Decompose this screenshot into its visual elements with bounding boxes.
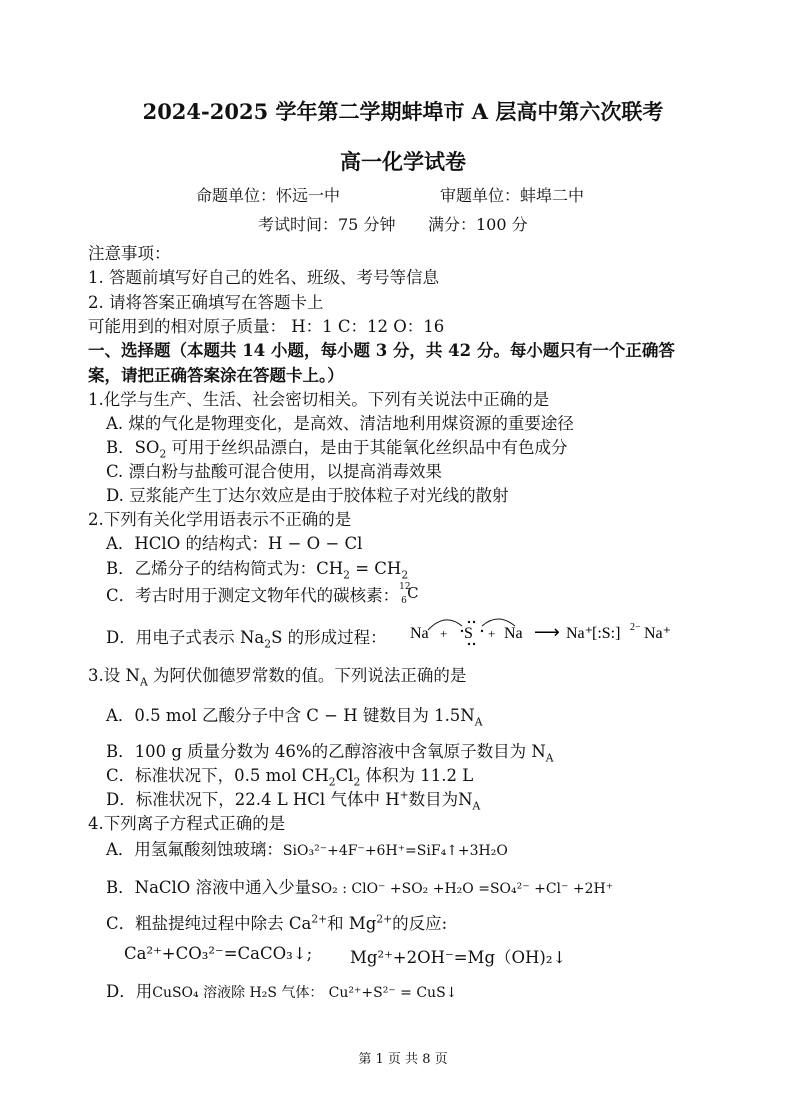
q1-option-d: D. 豆浆能产生丁达尔效应是由于胶体粒子对光线的散射	[106, 486, 509, 505]
q4-option-c: C．粗盐提纯过程中除去 $Ca^{2+}$和 $Mg^{2+}$的反应:	[106, 912, 448, 933]
q3-option-c: C．标准状况下，0.5 mol $CH_2Cl_2$ 体积为 11.2 L	[106, 766, 474, 789]
reviewer-unit: 审题单位：蚌埠二中	[440, 186, 585, 205]
q2-option-d: D．用电子式表示 $Na_2S$ 的形成过程：	[106, 628, 387, 651]
page-footer: 第 1 页 共 8 页	[358, 1052, 448, 1067]
atomic-mass-line: 可能用到的相对原子质量： H：1 C：12 O：16	[88, 317, 445, 336]
na-right-symbol: Na	[504, 625, 523, 642]
sulfide-bracket: [:S:]	[592, 625, 621, 642]
q1-stem: 1.化学与生产、生活、社会密切相关。下列有关说法中正确的是	[88, 390, 550, 409]
reaction-arrow: ⟶	[534, 622, 560, 643]
q3-option-a: A．0.5 mol 乙酸分子中含 C − H 键数目为 $1.5N_A$	[106, 706, 483, 729]
q4-option-d: D．用CuSO₄ 溶液除 H₂S 气体： Cu²⁺+S²⁻ = CuS↓	[106, 982, 458, 1001]
q4-c-equation-1: Ca²⁺+CO₃²⁻=CaCO₃↓;	[124, 944, 313, 963]
q3-option-d: D．标准状况下，22.4 L HCl 气体中 H+数目为$N_A$	[106, 788, 481, 813]
q3-stem: 3.设 $N_A$ 为阿伏伽德罗常数的值。下列说法正确的是	[88, 666, 467, 689]
q4-d-equation: Cu²⁺+S²⁻ = CuS↓	[328, 985, 458, 1001]
carbon-isotope-notation: 12 6 C	[399, 581, 419, 606]
sulfur-symbol: S	[464, 625, 473, 642]
q4-option-b: B．NaClO 溶液中通入少量SO₂ : ClO⁻ +SO₂ +H₂O =SO₄²⁻ +Cl⁻ +2H⁺	[106, 878, 614, 897]
q4-b-equation: SO₂ : ClO⁻ +SO₂ +H₂O =SO₄²⁻ +Cl⁻ +2H⁺	[311, 881, 614, 897]
setter-unit: 命题单位：怀远一中	[196, 186, 341, 205]
na-ion-left: Na⁺	[566, 625, 594, 642]
electron-dot-formation-diagram	[408, 614, 678, 654]
na-ion-right: Na⁺	[644, 625, 672, 642]
full-score: 满分：100 分	[428, 215, 528, 234]
q4-option-a: A．用氢氟酸刻蚀玻璃：SiO₃²⁻+4F⁻+6H⁺=SiF₄↑+3H₂O	[106, 840, 508, 859]
exam-time: 考试时间：75 分钟	[258, 215, 396, 234]
note-item-2: 2. 请将答案正确填写在答题卡上	[88, 293, 324, 312]
sulfide-charge: 2−	[630, 622, 641, 633]
section-heading-line1: 一、选择题（本题共 14 小题，每小题 3 分，共 42 分。每小题只有一个正确答	[88, 341, 675, 360]
notes-heading: 注意事项：	[88, 244, 171, 263]
q2-option-a: A．HClO 的结构式：H − O − Cl	[106, 534, 363, 553]
q4-stem: 4.下列离子方程式正确的是	[88, 814, 286, 833]
q1-option-b: B．$SO_2$ 可用于丝织品漂白，是由于其能氧化丝织品中有色成分	[106, 438, 568, 461]
plus-sign-left: +	[440, 626, 448, 641]
q4-c-equation-2: Mg²⁺+2OH⁻=Mg（OH)₂↓	[350, 948, 567, 967]
plus-sign-right: +	[488, 626, 496, 641]
q1-option-c: C. 漂白粉与盐酸可混合使用，以提高消毒效果	[106, 462, 443, 481]
q4-a-equation: SiO₃²⁻+4F⁻+6H⁺=SiF₄↑+3H₂O	[282, 843, 508, 859]
na-left-symbol: Na	[410, 625, 429, 642]
section-heading-line2: 案，请把正确答案涂在答题卡上。）	[88, 366, 344, 385]
q1-option-a: A. 煤的气化是物理变化，是高效、清洁地利用煤资源的重要途径	[106, 414, 574, 433]
note-item-1: 1. 答题前填写好自己的姓名、班级、考号等信息	[88, 268, 439, 287]
q3-option-b: B．100 g 质量分数为 46%的乙醇溶液中含氧原子数目为 $N_A$	[106, 742, 554, 765]
q2-option-c: C．考古时用于测定文物年代的碳核素： 12 6 C	[106, 582, 417, 610]
q2-option-b: B．乙烯分子的结构简式为：$CH_2 = CH_2$	[106, 559, 409, 582]
q2-stem: 2.下列有关化学用语表示不正确的是	[88, 510, 352, 529]
exam-subtitle: 高一化学试卷	[340, 149, 466, 174]
exam-title: 2024-2025 学年第二学期蚌埠市 A 层高中第六次联考	[142, 99, 664, 124]
